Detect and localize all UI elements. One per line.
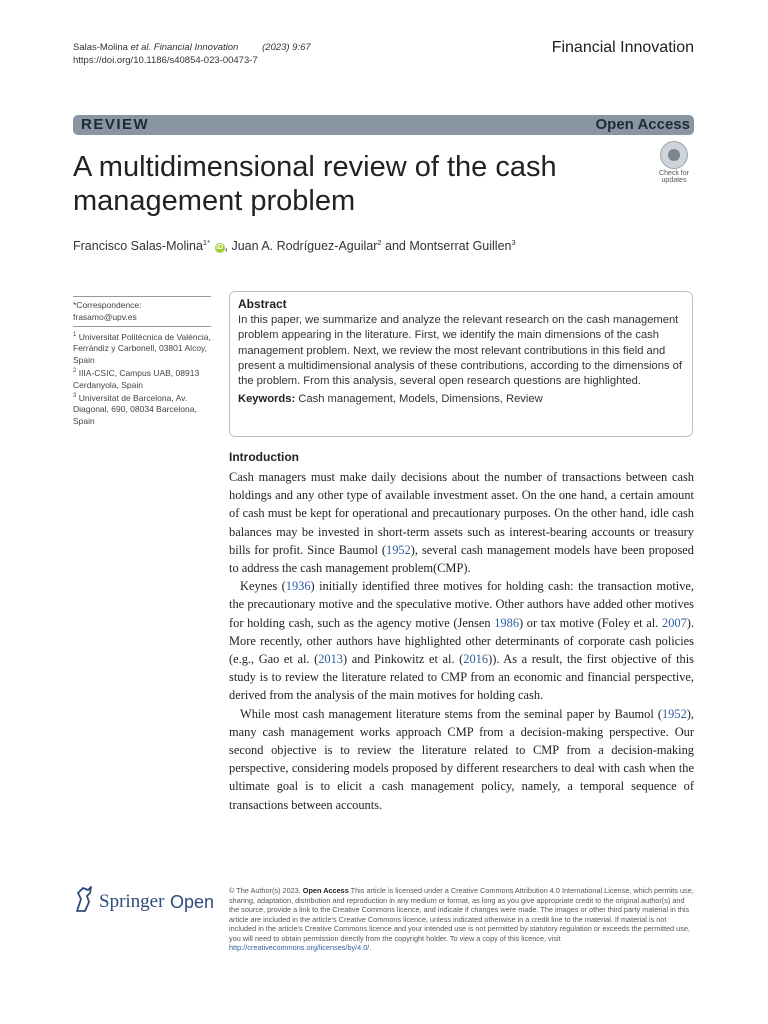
check-for-updates-button[interactable] (654, 141, 694, 184)
doi-link[interactable]: https://doi.org/10.1186/s40854-023-00473-7 (73, 55, 258, 66)
open-access-label: Open Access (595, 116, 690, 133)
author-3[interactable]: and Montserrat Guillen (381, 239, 512, 254)
author-list: Francisco Salas-Molina$^{1*}$ iD , Juan A. Rodríguez-Aguilar$^2$ and Montserrat Guillen$^3$ (73, 238, 516, 254)
springer-wordmark: Springer (99, 891, 165, 912)
correspondence-label: *Correspondence: (73, 300, 142, 310)
affiliation-3: $^3$ Universitat de Barcelona, Av. Diagonal, 690, 08034 Barcelona, Spain (73, 392, 197, 426)
citation-link[interactable]: 1986 (494, 615, 520, 630)
author-1[interactable]: Francisco Salas-Molina (73, 239, 203, 254)
running-header (73, 41, 311, 67)
paragraph: While most cash management literature stems from the seminal paper by Baumol (1952), many cash management works approach CMP from a decision-making perspective. Our second objective is to review the literature related to CMP from a decision-making perspective, considering models proposed by different researchers to deal with cash when the ultimate goal is to elicit a cash management policy, namely, a temporal sequence of transactions between accounts. (229, 706, 694, 812)
citation: Salas-Molina et al. Financial Innovation (2023) 9:67 (73, 42, 311, 53)
orcid-icon[interactable]: iD (216, 244, 223, 252)
citation-link[interactable]: 1952 (386, 542, 411, 557)
citation-link[interactable]: 2013 (318, 652, 343, 667)
paragraph: Keynes (1936) initially identified three motives for holding cash: the transaction motive, the precautionary motive and the speculative motive. Other authors have added other motives for holding cash, such as the agency motive (Jensen 1986) or tax motive (Foley et al. 2007). More recently, other authors have highlighted other determinants of corporate cash policies (e.g., Gao et al. (2013) and Pinkowitz et al. (2016)). As a result, the first objective of this study is to review the literature related to CMP from an economic and financial perspective, derived from the analysis of the main motives for holding cash. (229, 579, 695, 703)
affiliation-1: $^1$ Universitat Politècnica de València, Ferrándiz y Carbonell, 03801 Alcoy, Spain (73, 331, 211, 365)
divider (73, 326, 211, 327)
sidebar-affiliations (73, 293, 211, 427)
paragraph: Cash managers must make daily decisions about the number of transactions between cash holdings and any other type of available investment asset. On the one hand, a certain amount of cash must be kept for operational and precautionary purposes. On the other hand, idle cash balances may be invested in short-term assets such as interest-bearing accounts or treasury bills for profit. Since Baumol (1952), several cash management models have been proposed to address the cash management problem(CMP). (229, 470, 695, 576)
citation-link[interactable]: 2016 (463, 652, 489, 667)
license-text: © The Author(s) 2023. Open Access This article is licensed under a Creative Commons Attribution 4.0 International License, which permits use, sharing, adaptation, distribution and reproduction in any medium or format, as long as you give appropriate credit to the original author(s) and the source, provide a link to the Creative Commons licence, and indicate if changes were made. The images or other third party material in this article are included in the article's Creative Commons licence, unless indicated otherwise in a credit line to the material. If material is not included in the article's Creative Commons licence and your intended use is not permitted by statutory regulation or exceeds the permitted use, you will need to obtain permission directly from the copyright holder. To view a copy of this licence, visit http://creativecommons.org/licenses/by/4.0/. (229, 886, 694, 952)
article-type-band (73, 115, 694, 135)
citation-link[interactable]: 2007 (662, 615, 687, 630)
keywords: Keywords: Cash management, Models, Dimensions, Review (238, 393, 543, 406)
springer-open-logo[interactable] (73, 885, 218, 915)
citation-link[interactable]: 1936 (285, 579, 311, 594)
affiliation-2: $^2$ IIIA-CSIC, Campus UAB, 08913 Cerdanyola, Spain (73, 368, 200, 390)
correspondence-email[interactable]: frasamo@upv.es (73, 311, 137, 322)
section-heading-introduction: Introduction (229, 450, 299, 464)
springer-horse-icon (73, 885, 95, 913)
article-type: REVIEW (81, 116, 150, 133)
license-link[interactable]: http://creativecommons.org/licenses/by/4.0/ (229, 943, 370, 952)
article-title: A multidimensional review of the cash management problem (73, 151, 557, 217)
abstract-box (229, 291, 693, 437)
author-2[interactable]: , Juan A. Rodríguez-Aguilar (224, 239, 378, 254)
divider (73, 296, 211, 297)
open-wordmark: Open (170, 892, 215, 912)
abstract-text: In this paper, we summarize and analyze the relevant research on the cash management problem appearing in the literature. First, we identify the main dimensions of the cash management problem. Next, we review the most relevant contributions in this field and present a multidimensional analysis of these contributions, according to the dimensions of the problem. From this analysis, several open research questions are highlighted. (238, 314, 683, 388)
check-updates-icon (660, 141, 688, 169)
abstract-heading: Abstract (238, 297, 287, 311)
citation-link[interactable]: 1952 (661, 706, 687, 721)
check-updates-label: Check for updates (659, 170, 689, 184)
journal-name: Financial Innovation (551, 39, 694, 56)
body-text (229, 468, 694, 814)
